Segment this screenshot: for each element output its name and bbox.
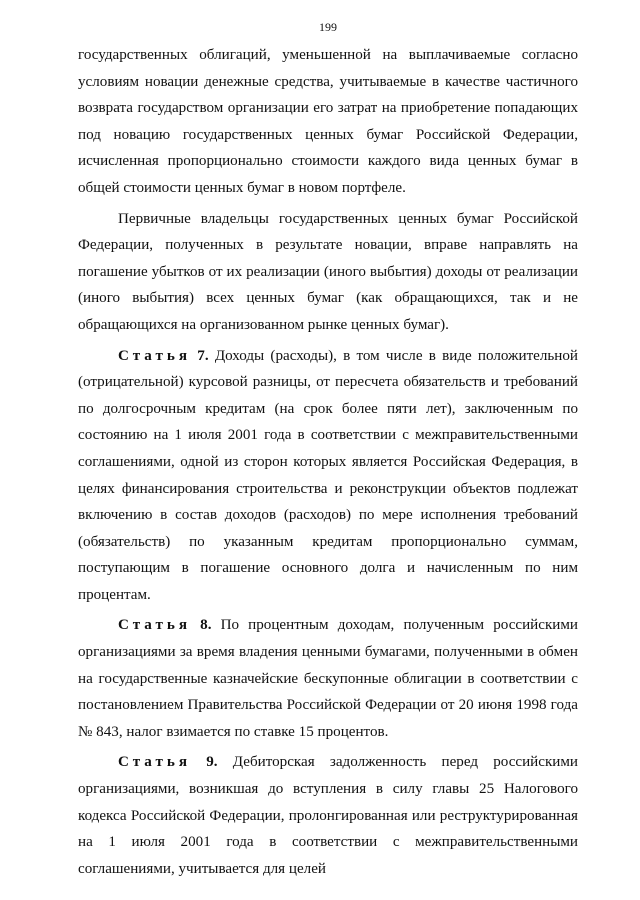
page-number: 199 <box>319 20 337 34</box>
article-8 <box>78 612 578 745</box>
article-8-text: По процентным доходам, полученным российскими организациями за время владения ценными бумагами, полученными в обмен на государственные казначейские бескупонные облигации в соответствии с постановлением Правительства Российской Федерации от 20 июня 1998 года № 843, налог взимается по ставке 15 процентов. <box>78 617 578 740</box>
article-7-number: 7. <box>197 347 209 364</box>
article-9-label: Статья <box>118 754 192 771</box>
article-9-number: 9. <box>206 754 218 771</box>
paragraph-2: Первичные владельцы государственных ценных бумаг Российской Федерации, полученных в результате новации, вправе направлять на погашение убытков от их реализации (иного выбытия) доходы от реализации (иного выбытия) всех ценных бумаг (как обращающихся, так и не обращающихся на организованном рынке ценных бумаг). <box>78 210 578 333</box>
article-7-text: Доходы (расходы), в том числе в виде положительной (отрицательной) курсовой разницы, от пересчета обязательств и требований по долгосрочным кредитам (на срок более пяти лет), заключенным по состоянию на 1 июля 2001 года в соответствии с межправительственными соглашениями, одной из сторон которых является Российская Федерация, в целях финансирования строительства и реконструкции объектов подлежат включению в состав доходов (расходов) по мере исполнения требований (обязательств) по указанным кредитам пропорционально суммам, поступающим в погашение основного долга и начисленным по ним процентам. <box>78 347 578 603</box>
article-9 <box>78 749 578 882</box>
article-8-label: Статья <box>118 617 192 634</box>
article-9-text: Дебиторская задолженность перед российскими организациями, возникшая до вступления в силу главы 25 Налогового кодекса Российской Федерации, пролонгированная или реструктурированная на 1 июля 2001 года в соответствии с межправительственными соглашениями, учитывается для целей <box>78 754 578 877</box>
article-7-label: Статья <box>118 347 192 364</box>
paragraph-1: государственных облигаций, уменьшенной на выплачиваемые согласно условиям новации денежные средства, учитываемые в качестве частичного возврата государством организации его затрат на приобретение попадающих под новацию государственных ценных бумаг Российской Федерации, исчисленная пропорционально стоимости каждого вида ценных бумаг в общей стоимости ценных бумаг в новом портфеле. <box>78 47 578 196</box>
article-7 <box>78 343 578 609</box>
article-8-number: 8. <box>200 617 212 634</box>
